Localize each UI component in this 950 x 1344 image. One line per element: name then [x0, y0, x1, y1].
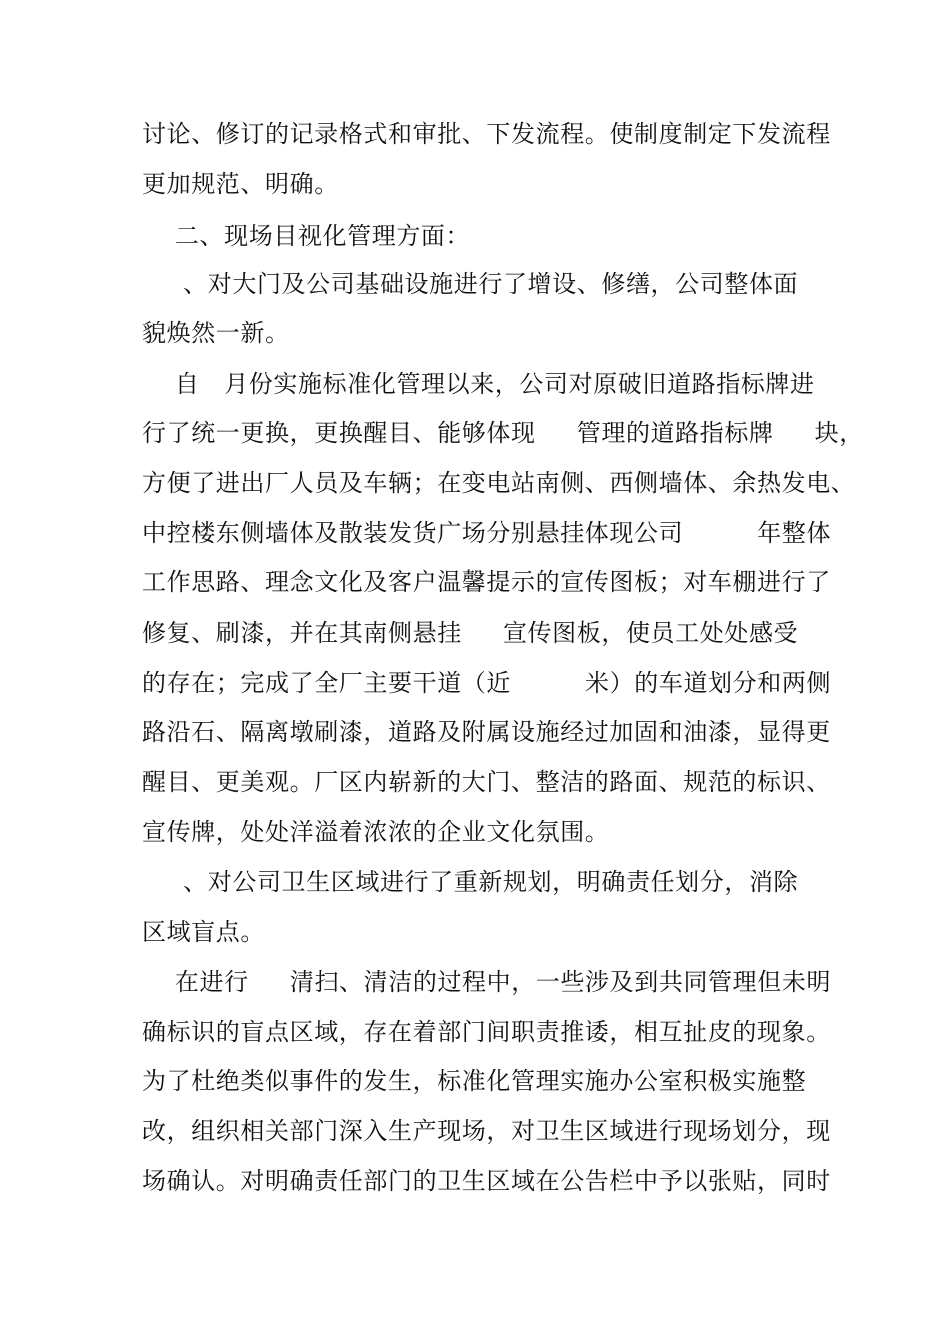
text-line: 场确认。对明确责任部门的卫生区域在公告栏中予以张贴，同时 [142, 1167, 831, 1195]
text-line: 貌焕然一新。 [142, 319, 290, 347]
text-line: 中控楼东侧墙体及散装发货广场分别悬挂体现公司 年整体 [142, 519, 832, 547]
text-line: 为了杜绝类似事件的发生，标准化管理实施办公室积极实施整 [142, 1067, 807, 1095]
text-line: 讨论、修订的记录格式和审批、下发流程。使制度制定下发流程 [142, 120, 831, 148]
text-line: 的存在；完成了全厂主要干道（近 米）的车道划分和两侧 [142, 669, 832, 697]
text-line: 工作思路、理念文化及客户温馨提示的宣传图板；对车棚进行了 [142, 568, 831, 596]
text-line: 宣传牌，处处洋溢着浓浓的企业文化氛围。 [142, 818, 610, 846]
section-heading: 二、现场目视化管理方面： [142, 222, 471, 250]
text-line: 改，组织相关部门深入生产现场，对卫生区域进行现场划分，现 [142, 1117, 831, 1145]
text-line: 自 月份实施标准化管理以来，公司对原破旧道路指标牌进 [142, 370, 815, 398]
text-line: 行了统一更换，更换醒目、能够体现 管理的道路指标牌 块， [142, 419, 864, 447]
text-line: 醒目、更美观。厂区内崭新的大门、整洁的路面、规范的标识、 [142, 768, 831, 796]
text-line: 、对公司卫生区域进行了重新规划，明确责任划分，消除 [142, 868, 799, 896]
text-line: 修复、刷漆，并在其南侧悬挂 宣传图板，使员工处处感受 [142, 619, 799, 647]
text-line: 方便了进出厂人员及车辆；在变电站南侧、西侧墙体、余热发电、 [142, 469, 856, 497]
text-line: 路沿石、隔离墩刷漆，道路及附属设施经过加固和油漆，显得更 [142, 718, 831, 746]
text-line: 确标识的盲点区域，存在着部门间职责推诿，相互扯皮的现象。 [142, 1018, 831, 1046]
text-line: 在进行 清扫、清洁的过程中，一些涉及到共同管理但未明 [142, 968, 832, 996]
text-line: 、对大门及公司基础设施进行了增设、修缮，公司整体面 [142, 270, 799, 298]
text-line: 区域盲点。 [142, 918, 265, 946]
text-line: 更加规范、明确。 [142, 170, 339, 198]
